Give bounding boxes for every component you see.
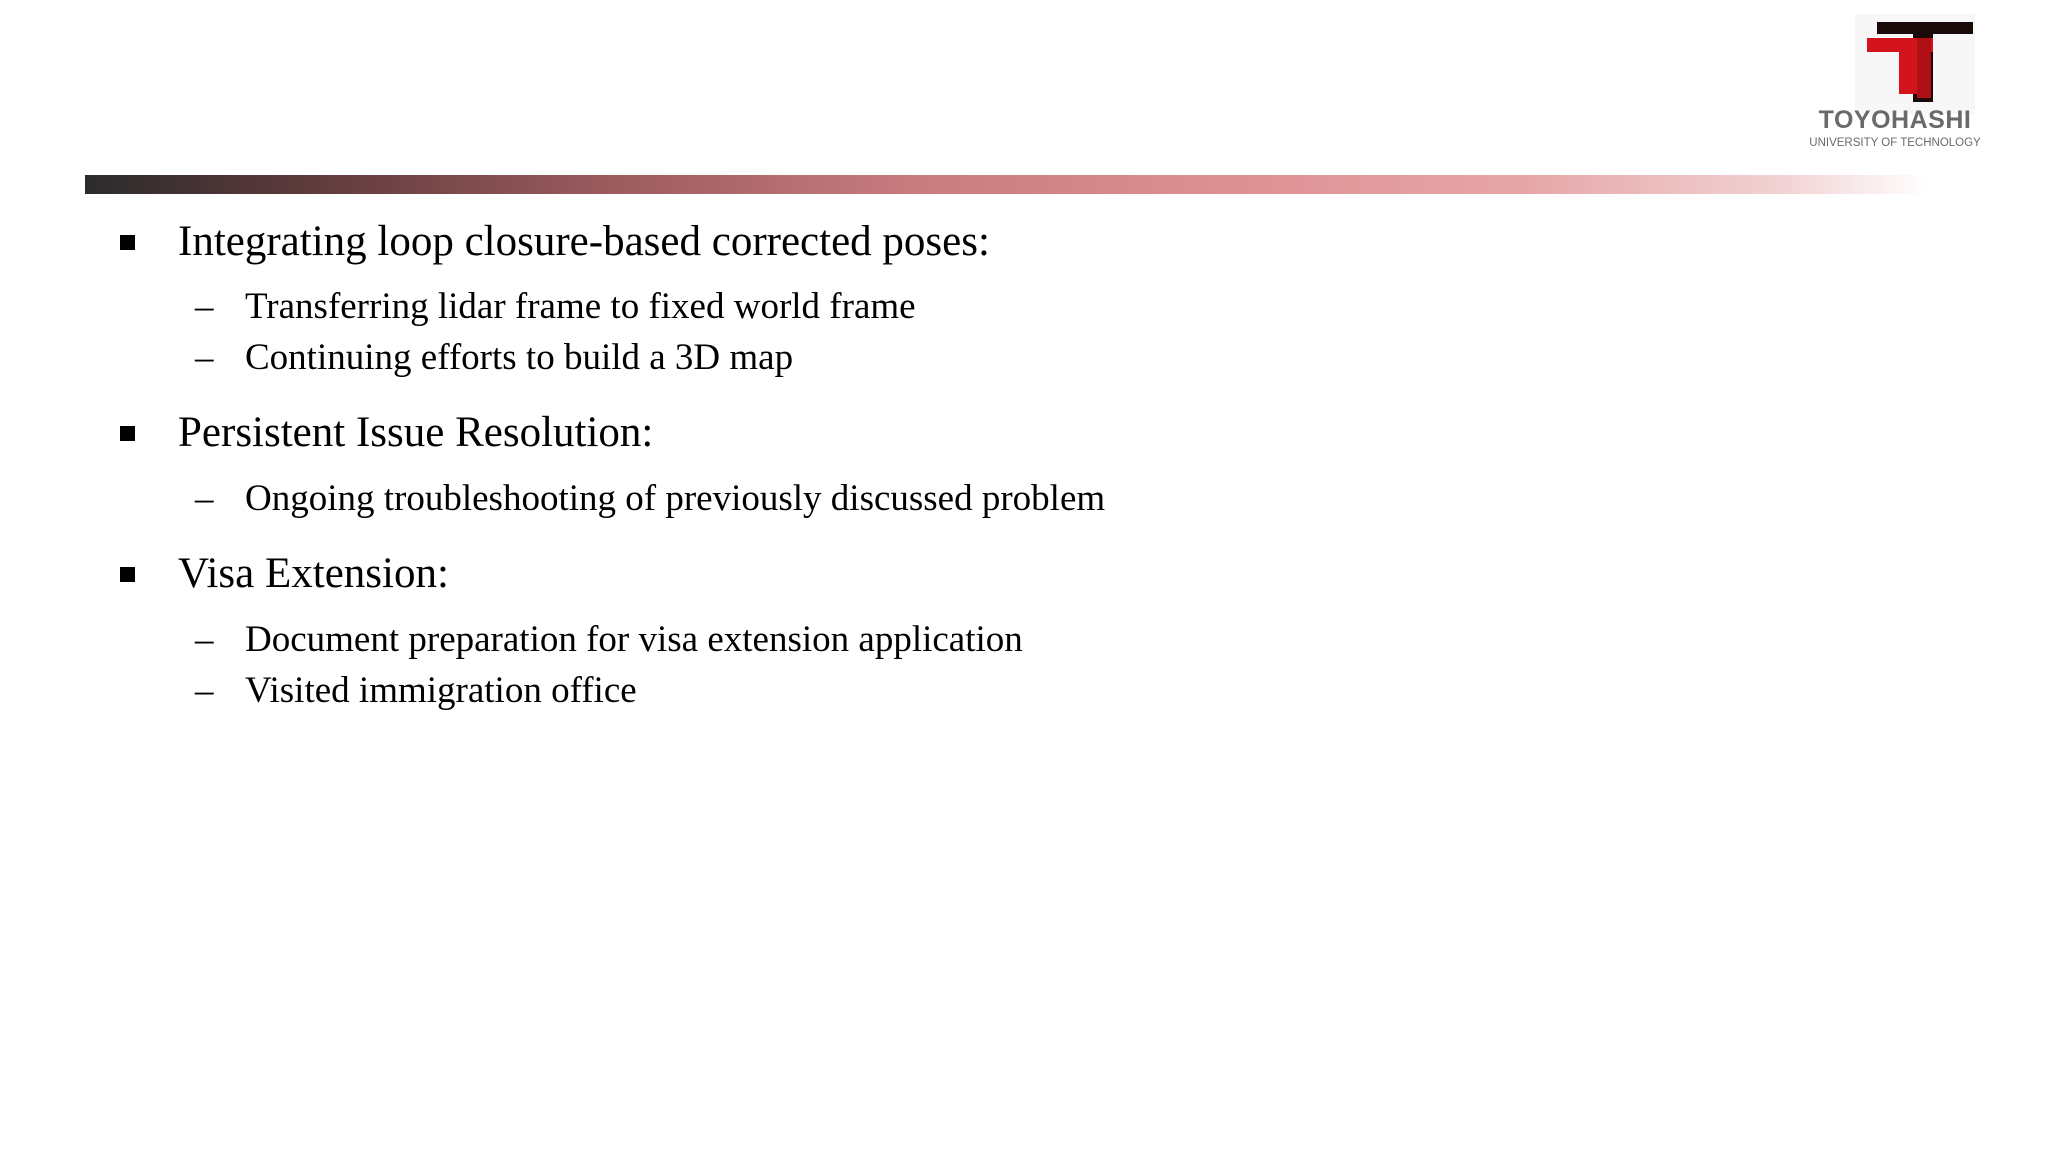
bullet-item <box>120 548 1920 608</box>
header-gradient-bar <box>85 175 1930 194</box>
sub-bullet-item <box>195 617 1895 667</box>
bullet-text: Integrating loop closure-based corrected poses: <box>178 218 990 265</box>
logo-name: TOYOHASHI <box>1818 106 1972 134</box>
dash-marker: – <box>195 286 214 327</box>
logo-subtitle: UNIVERSITY OF TECHNOLOGY <box>1809 137 1981 149</box>
sub-bullet-item <box>195 284 1895 334</box>
dash-marker: – <box>195 619 214 660</box>
sub-bullet-item <box>195 335 1895 385</box>
square-bullet-icon <box>120 235 135 250</box>
logo-mark-icon <box>1855 14 1975 114</box>
sub-bullet-text: Transferring lidar frame to fixed world frame <box>245 286 916 327</box>
square-bullet-icon <box>120 426 135 441</box>
sub-bullet-text: Document preparation for visa extension application <box>245 619 1023 660</box>
bullet-item <box>120 216 1920 276</box>
square-bullet-icon <box>120 567 135 582</box>
bullet-text: Visa Extension: <box>178 550 449 597</box>
sub-bullet-text: Visited immigration office <box>245 670 637 711</box>
bullet-text: Persistent Issue Resolution: <box>178 409 654 456</box>
university-logo <box>1795 14 1995 154</box>
bullet-item <box>120 407 1920 467</box>
dash-marker: – <box>195 670 214 711</box>
sub-bullet-text: Continuing efforts to build a 3D map <box>245 337 794 378</box>
sub-bullet-text: Ongoing troubleshooting of previously discussed problem <box>245 478 1106 519</box>
sub-bullet-item <box>195 668 1895 718</box>
sub-bullet-item <box>195 476 1895 526</box>
dash-marker: – <box>195 337 214 378</box>
dash-marker: – <box>195 478 214 519</box>
